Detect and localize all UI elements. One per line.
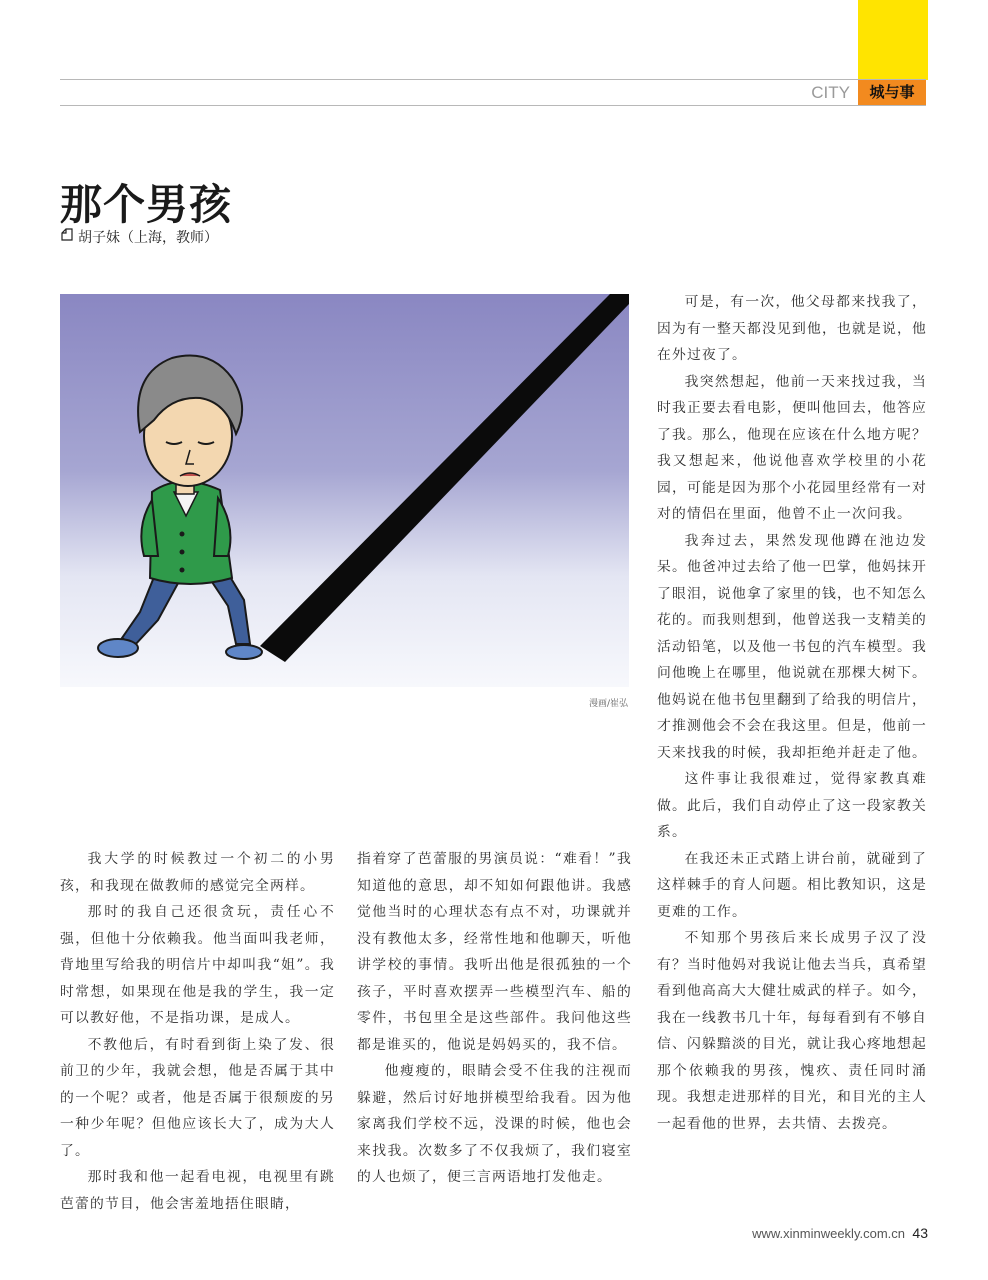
page-number: 43 — [912, 1225, 928, 1241]
paragraph: 不教他后，有时看到街上染了发、很前卫的少年，我就会想，他是否属于其中的一个呢？或者，他是否属于很颓废的另一种少年呢？但他应该长大了，成为大人了。 — [60, 1036, 335, 1159]
paragraph: 那时的我自己还很贪玩，责任心不强，但他十分依赖我。他当面叫我老师，背地里写给我的明信片中却叫我“姐”。我时常想，如果现在他是我的学生，我一定可以教好他，不是指功课，是成人。 — [60, 904, 335, 1026]
pen-icon — [60, 228, 74, 248]
paragraph: 可是，有一次，他父母都来找我了，因为有一整天都没见到他，也就是说，他在外过夜了。 — [657, 294, 927, 363]
header-rule-top — [60, 79, 926, 80]
body-column-3 — [657, 289, 927, 1137]
header-rule-bottom — [60, 105, 926, 106]
illustration-credit: 漫画/崔弘 — [588, 699, 628, 709]
yellow-corner-tab — [858, 0, 928, 80]
footer-url: www.xinminweekly.com.cn — [752, 1226, 905, 1241]
byline — [60, 228, 218, 248]
illustration-boy-walking — [60, 294, 629, 687]
paragraph: 不知那个男孩后来长成男子汉了没有？当时他妈对我说让他去当兵，真希望看到他高高大大健壮威武的样子。如今，我在一线教书几十年，每每看到有不够自信、闪躲黯淡的目光，就让我心疼地想起那个依赖我的男孩，愧疚、责任同时涌现。我想走进那样的目光，和目光的主人一起看他的世界，去共情、去拨亮。 — [657, 930, 927, 1132]
body-column-1 — [60, 846, 335, 1217]
byline-text: 胡子妹（上海，教师） — [78, 230, 218, 246]
paragraph: 在我还未正式踏上讲台前，就碰到了这样棘手的育人问题。相比教知识，这是更难的工作。 — [657, 850, 927, 920]
section-label-en: CITY — [811, 83, 850, 102]
paragraph: 我大学的时候教过一个初二的小男孩，和我现在做教师的感觉完全两样。 — [60, 851, 335, 894]
paragraph: 指着穿了芭蕾服的男演员说：“难看！”我知道他的意思，却不知如何跟他讲。我感觉他当时的心理状态有点不对，功课就并没有教他太多，经常性地和他聊天，听他讲学校的事情。我听出他是很孤独的一个孩子，平时喜欢摆弄一些模型汽车、船的零件，书包里全是这些部件。我问他这些都是谁买的，他说是妈妈买的，我不信。 — [357, 851, 632, 1053]
paragraph: 我突然想起，他前一天来找过我，当时我正要去看电影，便叫他回去，他答应了我。那么，他现在应该在什么地方呢？我又想起来，他说他喜欢学校里的小花园，可能是因为那个小花园里经常有一对对的情侣在里面，他曾不止一次问我。 — [657, 373, 927, 522]
paragraph: 那时我和他一起看电视，电视里有跳芭蕾的节目，他会害羞地捂住眼睛， — [60, 1169, 335, 1212]
paragraph: 这件事让我很难过，觉得家教真难做。此后，我们自动停止了这一段家教关系。 — [657, 771, 927, 840]
article-title: 那个男孩 — [60, 180, 233, 229]
paragraph: 他瘦瘦的，眼睛会受不住我的注视而躲避，然后讨好地拼模型给我看。因为他家离我们学校不远，没课的时候，他也会来找我。次数多了不仅我烦了，我们寝室的人也烦了，便三言两语地打发他走。 — [357, 1063, 632, 1185]
paragraph: 我奔过去，果然发现他蹲在池边发呆。他爸冲过去给了他一巴掌，他妈抹开了眼泪，说他拿了家里的钱，也不知怎么花的。而我则想到，他曾送我一支精美的活动铅笔，以及他一书包的汽车模型。我问他晚上在哪里，他说就在那棵大树下。他妈说在他书包里翻到了给我的明信片，才推测他会不会在我这里。但是，他前一天来找我的时候，我却拒绝并赶走了他。 — [657, 532, 927, 761]
section-label-zh: 城与事 — [858, 80, 926, 105]
body-column-2 — [357, 846, 632, 1191]
